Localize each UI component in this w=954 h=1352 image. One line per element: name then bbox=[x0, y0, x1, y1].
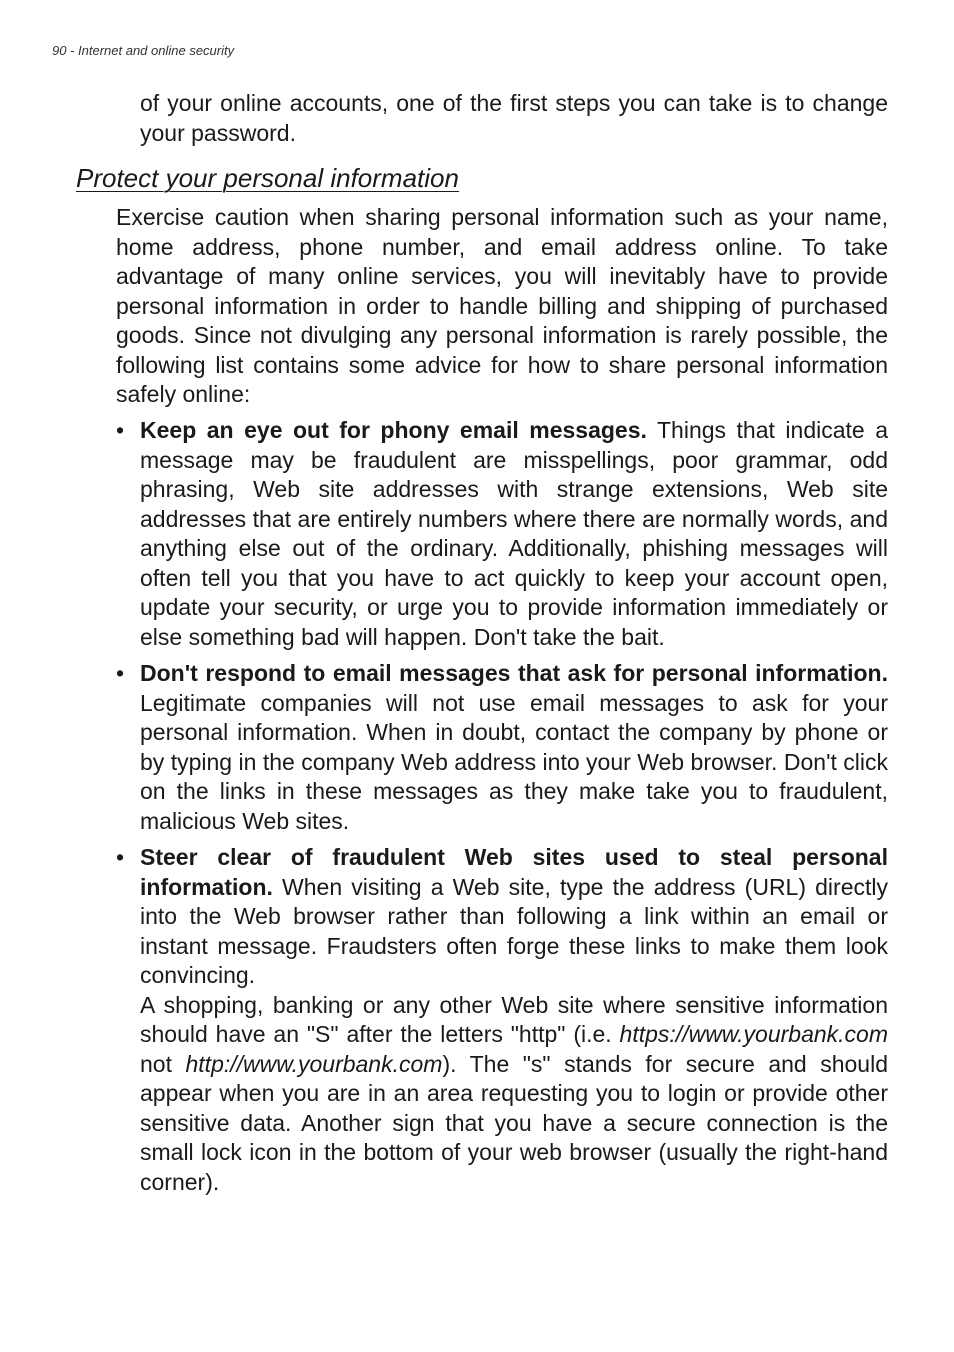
list-item-lead: Steer clear of fraudulent Web sites used to steal personal information. bbox=[140, 844, 888, 900]
bullet-icon: • bbox=[116, 417, 125, 443]
list-item-dont-respond bbox=[116, 659, 888, 836]
secure-paragraph-part3: ). The "s" stands for secure and should appear when you are in an area requesting you to login or provide other sensitive data. Another sign that you have a secure connection is the small lock icon in the bottom of your web browser (usually the right-hand corner). bbox=[140, 1050, 888, 1195]
running-header: 90 - Internet and online security bbox=[52, 43, 235, 58]
list-item-fraudulent-sites bbox=[116, 843, 888, 1197]
secure-connection-paragraph bbox=[140, 991, 888, 1198]
list-item-lead: Keep an eye out for phony email messages. bbox=[140, 417, 647, 443]
intro-continuation-paragraph: of your online accounts, one of the first steps you can take is to change your password. bbox=[140, 90, 888, 146]
list-item-body: Things that indicate a message may be fraudulent are misspellings, poor grammar, odd phrasing, Web site addresses with strange extensions, Web site addresses that are entirely numbers where there are normally words, and anything else out of the ordinary. Additionally, phishing messages will often tell you that you have to act quickly to keep your account open, update your security, or urge you to provide information immediately or else something bad will happen. Don't take the bait. bbox=[140, 417, 888, 650]
list-item-lead: Don't respond to email messages that ask for personal information. bbox=[140, 660, 888, 686]
insecure-url-example: http://www.yourbank.com bbox=[185, 1050, 443, 1077]
list-item-body: When visiting a Web site, type the address (URL) directly into the Web browser rather than following a link within an email or instant message. Fraudsters often forge these links to make them look convincing. bbox=[140, 873, 888, 988]
list-item-text bbox=[140, 843, 888, 991]
list-item-body: Legitimate companies will not use email messages to ask for your personal information. When in doubt, contact the company by phone or by typing in the company Web address into your Web browser. Don't click on the links in these messages as they make take you to fraudulent, malicious Web sites. bbox=[140, 689, 888, 834]
section-intro-paragraph: Exercise caution when sharing personal information such as your name, home address, phone number, and email address online. To take advantage of many online services, you will inevitably have to provide personal information in order to handle billing and shipping of purchased goods. Since not divulging any personal information is rarely possible, the following list contains some advice for how to share personal information safely online: bbox=[116, 204, 888, 407]
secure-url-example: https://www.yourbank.com bbox=[619, 1021, 888, 1047]
secure-paragraph-part2: not bbox=[140, 1050, 186, 1077]
section-heading: Protect your personal information bbox=[76, 163, 459, 193]
bullet-icon: • bbox=[116, 660, 125, 686]
bullet-icon: • bbox=[116, 844, 125, 870]
secure-paragraph-part1: A shopping, banking or any other Web site where sensitive information should have an "S" after the letters "http" (i.e. bbox=[140, 991, 888, 1047]
list-item-text bbox=[140, 659, 888, 836]
advice-list bbox=[116, 416, 888, 1204]
list-item-text bbox=[140, 416, 888, 652]
list-item-phony-email bbox=[116, 416, 888, 652]
